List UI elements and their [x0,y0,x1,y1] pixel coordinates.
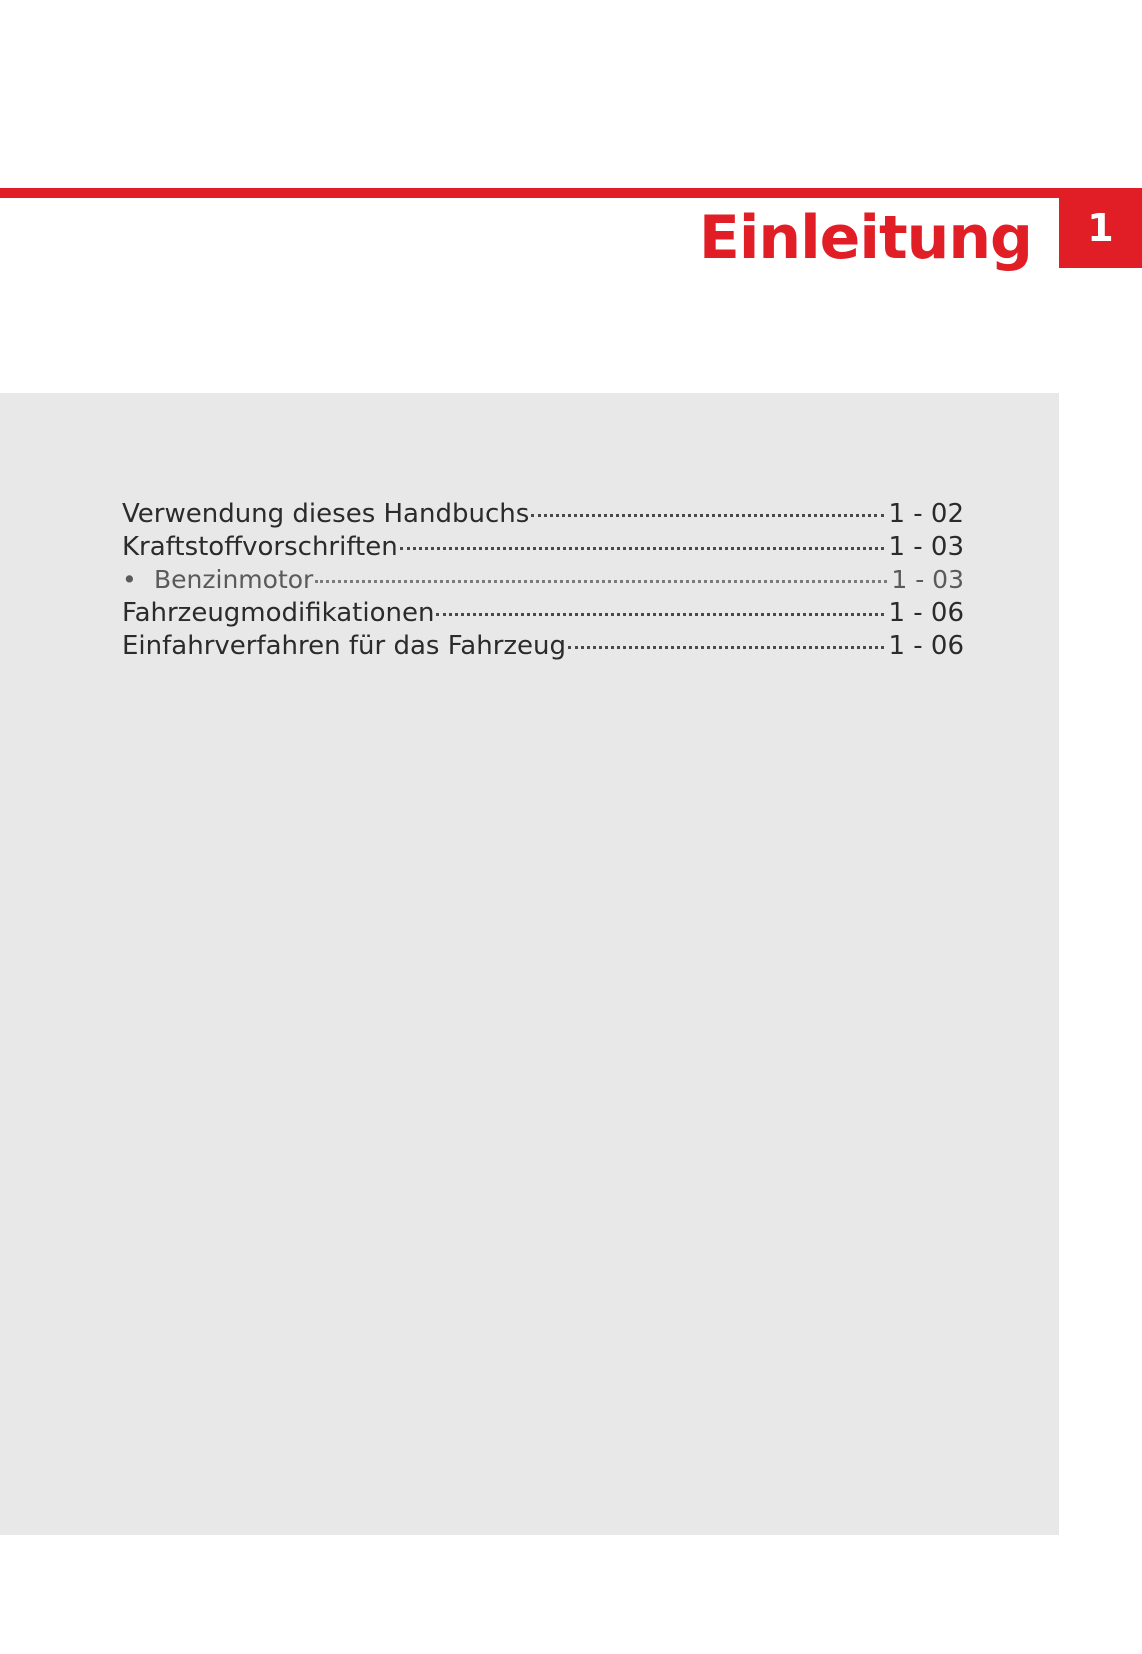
chapter-header-rule [0,188,1142,198]
dot-leader [436,589,884,616]
dot-leader [568,622,884,649]
chapter-title: Einleitung [698,203,1032,273]
bullet-icon: • [122,565,137,594]
toc-entry-page: 1 - 06 [888,598,964,628]
toc-entry-label: Benzinmotor [154,565,314,594]
toc-entry-label: Verwendung dieses Handbuchs [122,499,530,529]
dot-leader [531,490,884,517]
dot-leader [400,523,885,550]
chapter-number-tab: 1 [1059,188,1142,268]
toc-entry[interactable] [122,627,964,660]
table-of-contents [122,495,964,660]
toc-entry-page: 1 - 02 [888,499,964,529]
toc-entry-page: 1 - 03 [891,565,964,594]
toc-entry-label: Kraftstoffvorschriften [122,532,398,562]
toc-entry-label: Fahrzeugmodifikationen [122,598,435,628]
toc-entry-label: Einfahrverfahren für das Fahrzeug [122,631,567,661]
dot-leader [315,556,887,583]
toc-entry-page: 1 - 06 [888,631,964,661]
toc-entry-page: 1 - 03 [888,532,964,562]
